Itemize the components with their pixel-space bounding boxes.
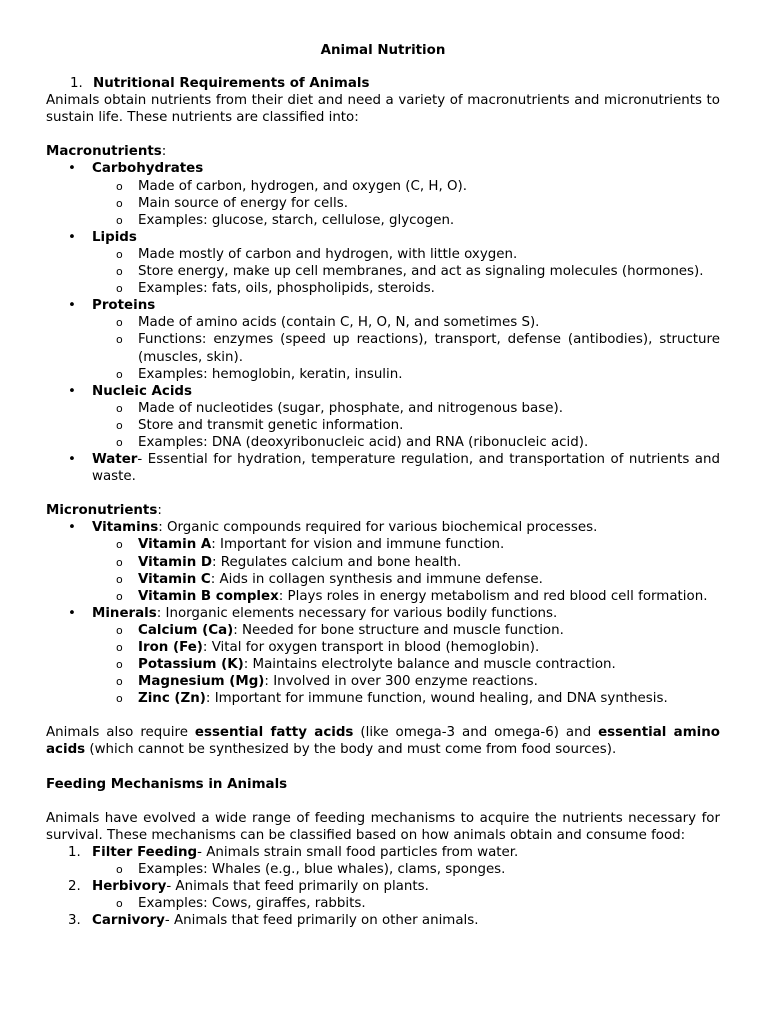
mineral-item bbox=[46, 673, 720, 690]
list-number: 2. bbox=[68, 879, 81, 895]
text-run: Animals also require bbox=[46, 725, 195, 741]
text-run: Store energy, make up cell membranes, and act as signaling molecules (hormones). bbox=[138, 264, 704, 280]
bullet-glyph: • bbox=[68, 452, 76, 468]
vitamins-item bbox=[46, 519, 720, 536]
text-run: : Regulates calcium and bone health. bbox=[212, 554, 462, 570]
vitamin-item bbox=[46, 554, 720, 571]
bullet-glyph: o bbox=[116, 623, 123, 637]
macro-item bbox=[46, 160, 720, 228]
section-heading bbox=[70, 75, 720, 92]
text-run: Made of carbon, hydrogen, and oxygen (C, H, O). bbox=[138, 178, 467, 194]
text-run: : Important for immune function, wound healing, and DNA synthesis. bbox=[205, 691, 668, 707]
spacer bbox=[46, 707, 720, 724]
essential-paragraph bbox=[46, 724, 720, 758]
text-run bbox=[46, 229, 720, 246]
minerals-item bbox=[46, 605, 720, 622]
text-run: - Animals strain small food particles from water. bbox=[197, 844, 519, 860]
text-run: Made of nucleotides (sugar, phosphate, and nitrogenous base). bbox=[138, 400, 563, 416]
bullet-glyph: o bbox=[116, 675, 123, 689]
bullet-glyph: o bbox=[116, 213, 123, 227]
bullet-glyph: o bbox=[116, 247, 123, 261]
sub-item bbox=[46, 246, 720, 263]
feeding-item bbox=[46, 844, 720, 861]
macro-item-water bbox=[46, 451, 720, 485]
text-run: Vitamin A bbox=[138, 537, 212, 553]
text-run: Main source of energy for cells. bbox=[138, 195, 348, 211]
text-run: Examples: Cows, giraffes, rabbits. bbox=[138, 896, 366, 912]
vitamin-item bbox=[46, 588, 720, 605]
sub-item bbox=[46, 331, 720, 365]
macro-item bbox=[46, 383, 720, 451]
text-run: (which cannot be synthesized by the body and must come from food sources). bbox=[85, 742, 617, 758]
micro-list bbox=[46, 519, 720, 707]
text-run: (like omega-3 and omega-6) and bbox=[353, 725, 599, 741]
text-run: Macronutrients bbox=[46, 144, 162, 160]
sub-item bbox=[46, 178, 720, 195]
text-run: Examples: glucose, starch, cellulose, glycogen. bbox=[138, 212, 455, 228]
bullet-glyph: o bbox=[116, 572, 123, 586]
bullet-glyph: o bbox=[116, 897, 123, 911]
text-run bbox=[46, 383, 720, 400]
bullet-glyph: o bbox=[116, 589, 123, 603]
bullet-glyph: o bbox=[116, 282, 123, 296]
text-run: Made mostly of carbon and hydrogen, with little oxygen. bbox=[138, 246, 518, 262]
sub-item bbox=[46, 280, 720, 297]
text-run bbox=[46, 160, 720, 177]
bullet-glyph: o bbox=[116, 538, 123, 552]
bullet-glyph: o bbox=[116, 435, 123, 449]
feeding-intro: Animals have evolved a wide range of feeding mechanisms to acquire the nutrients necessary for survival. These mechanisms can be classified based on how animals obtain and consume food: bbox=[46, 810, 720, 843]
section-number: 1. bbox=[70, 76, 83, 92]
text-run: Potassium (K) bbox=[138, 657, 244, 673]
feeding-item bbox=[46, 912, 720, 929]
bullet-glyph: o bbox=[116, 316, 123, 330]
bullet-glyph: o bbox=[116, 401, 123, 415]
spacer bbox=[46, 759, 720, 776]
spacer bbox=[46, 485, 720, 502]
sub-item bbox=[46, 314, 720, 331]
text-run: Vitamins bbox=[92, 520, 159, 536]
text-run: Examples: DNA (deoxyribonucleic acid) and RNA (ribonucleic acid). bbox=[138, 434, 589, 450]
text-run: Examples: hemoglobin, keratin, insulin. bbox=[138, 366, 403, 382]
sub-item bbox=[46, 400, 720, 417]
micronutrients-heading bbox=[46, 502, 720, 519]
text-run: Vitamin D bbox=[138, 554, 213, 570]
sub-item bbox=[46, 212, 720, 229]
mineral-item bbox=[46, 622, 720, 639]
text-run: : Organic compounds required for various biochemical processes. bbox=[158, 520, 598, 536]
bullet-glyph: o bbox=[116, 555, 123, 569]
text-run: Made of amino acids (contain C, H, O, N, and sometimes S). bbox=[138, 315, 540, 331]
bullet-glyph: o bbox=[116, 692, 123, 706]
text-run: Zinc (Zn) bbox=[138, 691, 206, 707]
text-run: Calcium (Ca) bbox=[138, 622, 234, 638]
bullet-glyph: o bbox=[116, 658, 123, 672]
spacer bbox=[46, 793, 720, 810]
text-run: essential fatty acids bbox=[194, 725, 354, 741]
text-run: : Vital for oxygen transport in blood (hemoglobin). bbox=[202, 640, 540, 655]
bullet-glyph: o bbox=[116, 641, 123, 654]
text-run: - Essential for hydration, temperature regulation, and transportation of nutrients and waste. bbox=[92, 452, 720, 485]
text-run: Vitamin B complex bbox=[138, 588, 279, 604]
bullet-glyph: o bbox=[116, 179, 123, 193]
feeding-heading bbox=[46, 776, 720, 793]
macro-item-label: Nucleic Acids bbox=[92, 383, 192, 399]
bullet-glyph: o bbox=[116, 196, 123, 210]
text-run: Herbivory bbox=[92, 879, 167, 895]
text-run: : Plays roles in energy metabolism and red blood cell formation. bbox=[278, 588, 708, 604]
macro-item bbox=[46, 229, 720, 297]
bullet-glyph: • bbox=[68, 298, 76, 314]
text-run: : Important for vision and immune function. bbox=[211, 537, 505, 553]
bullet-glyph: o bbox=[116, 418, 123, 432]
text-run bbox=[46, 297, 720, 314]
text-run: Store and transmit genetic information. bbox=[138, 417, 404, 433]
text-run: : Involved in over 300 enzyme reactions. bbox=[264, 674, 538, 690]
feeding-list bbox=[46, 844, 720, 929]
bullet-glyph: o bbox=[116, 862, 123, 876]
sub-item bbox=[46, 195, 720, 212]
bullet-glyph: o bbox=[116, 265, 123, 279]
mineral-item bbox=[46, 690, 720, 707]
text-run: : Needed for bone structure and muscle function. bbox=[233, 622, 564, 638]
bullet-glyph: • bbox=[68, 520, 76, 536]
text-run: essential amino acids bbox=[46, 725, 720, 758]
text-run: Iron (Fe) bbox=[138, 640, 203, 655]
feeding-item bbox=[46, 878, 720, 895]
text-run: Examples: fats, oils, phospholipids, steroids. bbox=[138, 281, 435, 297]
text-run: Micronutrients bbox=[46, 503, 158, 519]
macro-item-label: Lipids bbox=[92, 229, 137, 245]
bullet-glyph: • bbox=[68, 161, 76, 177]
text-run: : Maintains electrolyte balance and muscle contraction. bbox=[243, 657, 616, 673]
text-run: : Aids in collagen synthesis and immune defense. bbox=[210, 571, 543, 587]
macro-item-label: Proteins bbox=[92, 298, 156, 314]
macro-item bbox=[46, 297, 720, 382]
section-title: Nutritional Requirements of Animals bbox=[93, 76, 370, 92]
text-run: Filter Feeding bbox=[92, 844, 198, 860]
bullet-glyph: • bbox=[68, 229, 76, 245]
macro-list bbox=[46, 160, 720, 485]
macro-item-label: Carbohydrates bbox=[92, 161, 204, 177]
text-run: - Animals that feed primarily on other animals. bbox=[164, 913, 479, 929]
text-run: Magnesium (Mg) bbox=[138, 674, 265, 690]
feeding-example bbox=[46, 861, 720, 878]
bullet-glyph: o bbox=[116, 367, 123, 381]
document-title: Animal Nutrition bbox=[320, 43, 446, 58]
text-run: Vitamin C bbox=[138, 571, 211, 587]
mineral-item bbox=[46, 656, 720, 673]
macronutrients-heading bbox=[46, 143, 720, 160]
feeding-example bbox=[46, 895, 720, 912]
bullet-glyph: o bbox=[116, 333, 123, 347]
text-run: Feeding Mechanisms in Animals bbox=[46, 776, 288, 792]
text-run: Functions: enzymes (speed up reactions), transport, defense (antibodies), structure (muscles, skin). bbox=[138, 332, 720, 365]
text-run: Carnivory bbox=[92, 913, 165, 929]
mineral-item bbox=[46, 639, 720, 656]
list-number: 3. bbox=[68, 913, 81, 929]
text-run: Minerals bbox=[92, 605, 157, 621]
vitamin-item bbox=[46, 536, 720, 553]
text-run: : Inorganic elements necessary for various bodily functions. bbox=[156, 605, 558, 621]
sub-item bbox=[46, 434, 720, 451]
vitamin-item bbox=[46, 571, 720, 588]
text-run: Examples: Whales (e.g., blue whales), clams, sponges. bbox=[138, 861, 506, 877]
sub-item bbox=[46, 263, 720, 280]
text-run: Water bbox=[92, 452, 138, 468]
sub-item bbox=[46, 366, 720, 383]
bullet-glyph: • bbox=[68, 605, 76, 621]
text-run: : bbox=[157, 503, 162, 519]
list-number: 1. bbox=[68, 844, 81, 860]
intro-paragraph: Animals obtain nutrients from their diet and need a variety of macronutrients and micronutrients to sustain life. These nutrients are classified into: bbox=[46, 93, 720, 126]
spacer bbox=[46, 126, 720, 143]
bullet-glyph: • bbox=[68, 383, 76, 399]
text-run: - Animals that feed primarily on plants. bbox=[166, 879, 429, 895]
sub-item bbox=[46, 417, 720, 434]
text-run: : bbox=[161, 144, 167, 160]
